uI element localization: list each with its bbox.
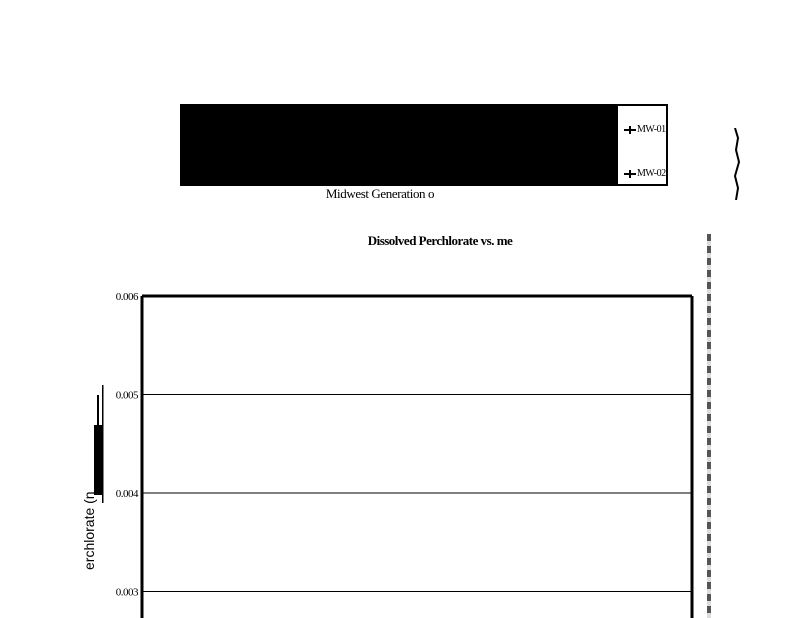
legend-label-mw01: MW-01 (637, 124, 666, 135)
y-tick-label: 0.004 (115, 488, 138, 500)
chart-subtitle: Dissolved Perchlorate vs. me (367, 233, 513, 248)
y-tick-label: 0.003 (115, 586, 138, 599)
chart-title: Midwest Generation o (325, 186, 435, 201)
y-tick-label: 0.006 (115, 291, 138, 303)
y-tick-label: 0.005 (115, 389, 138, 402)
legend-label-mw02: MW-02 (637, 168, 666, 179)
y-axis-label: erchlorate (n (81, 491, 97, 570)
